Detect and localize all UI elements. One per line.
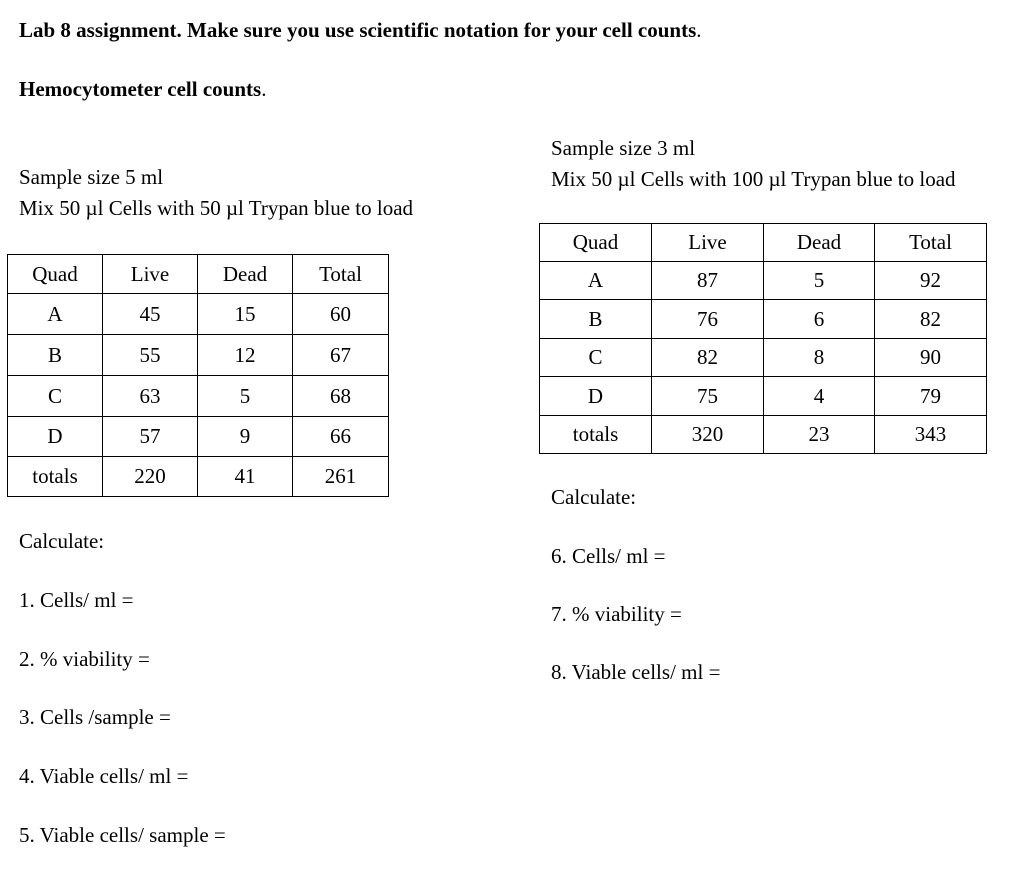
left-calculate-label: Calculate: [19,529,105,553]
table-cell: 55 [103,335,198,376]
table-cell: 75 [652,377,764,416]
right-mix-instructions: Mix 50 µl Cells with 100 µl Trypan blue to load [551,167,956,191]
table-row [540,262,987,300]
section-title-period: . [261,77,267,101]
table-cell: 67 [293,335,389,376]
table-cell: 57 [103,417,198,457]
table-cell: 79 [875,377,987,416]
table-totals-row [540,416,987,454]
table-row [8,335,389,376]
right-count-table [539,223,987,454]
table-cell: 261 [293,457,389,497]
assignment-title-period: . [696,18,702,42]
section-title-text: Hemocytometer cell counts [19,77,262,101]
table-cell: totals [8,457,103,497]
table-cell: A [540,262,652,300]
header-cell: Live [652,224,764,262]
assignment-title [19,20,702,41]
table-cell: 15 [198,294,293,335]
table-row [8,294,389,335]
table-cell: 9 [198,417,293,457]
table-row [8,376,389,417]
question-6: 6. Cells/ ml = [551,544,666,568]
table-cell: 45 [103,294,198,335]
question-7: 7. % viability = [551,602,682,626]
table-cell: 41 [198,457,293,497]
table-totals-row [8,457,389,497]
left-sample-size: Sample size 5 ml [19,165,164,189]
table-cell: 220 [103,457,198,497]
question-3: 3. Cells /sample = [19,705,171,729]
table-cell: 87 [652,262,764,300]
right-calculate-label: Calculate: [551,485,637,509]
header-cell: Live [103,255,198,294]
question-1: 1. Cells/ ml = [19,588,134,612]
header-cell: Quad [540,224,652,262]
table-cell: 23 [764,416,875,454]
table-cell: 76 [652,300,764,339]
table-cell: B [540,300,652,339]
table-cell: 63 [103,376,198,417]
section-title [19,79,266,100]
table-cell: 6 [764,300,875,339]
table-cell: totals [540,416,652,454]
table-cell: D [540,377,652,416]
table-cell: A [8,294,103,335]
header-cell: Quad [8,255,103,294]
table-row [540,300,987,339]
table-cell: 68 [293,376,389,417]
table-cell: 4 [764,377,875,416]
table-cell: B [8,335,103,376]
left-mix-instructions: Mix 50 µl Cells with 50 µl Trypan blue to load [19,196,414,220]
table-cell: C [540,339,652,377]
table-cell: 320 [652,416,764,454]
left-count-table [7,254,389,497]
table-cell: D [8,417,103,457]
table-cell: C [8,376,103,417]
question-8: 8. Viable cells/ ml = [551,660,721,684]
header-cell: Dead [764,224,875,262]
right-sample-size: Sample size 3 ml [551,136,696,160]
table-cell: 5 [764,262,875,300]
table-cell: 8 [764,339,875,377]
table-cell: 66 [293,417,389,457]
table-cell: 60 [293,294,389,335]
assignment-title-text: Lab 8 assignment. Make sure you use scientific notation for your cell counts [19,18,697,42]
question-5: 5. Viable cells/ sample = [19,823,226,847]
question-4: 4. Viable cells/ ml = [19,764,189,788]
table-row [540,339,987,377]
table-cell: 82 [875,300,987,339]
table-header-row [540,224,987,262]
header-cell: Dead [198,255,293,294]
question-2: 2. % viability = [19,647,150,671]
table-row [540,377,987,416]
table-header-row [8,255,389,294]
table-cell: 92 [875,262,987,300]
table-row [8,417,389,457]
table-cell: 343 [875,416,987,454]
table-cell: 90 [875,339,987,377]
table-cell: 12 [198,335,293,376]
table-cell: 5 [198,376,293,417]
table-cell: 82 [652,339,764,377]
header-cell: Total [875,224,987,262]
header-cell: Total [293,255,389,294]
